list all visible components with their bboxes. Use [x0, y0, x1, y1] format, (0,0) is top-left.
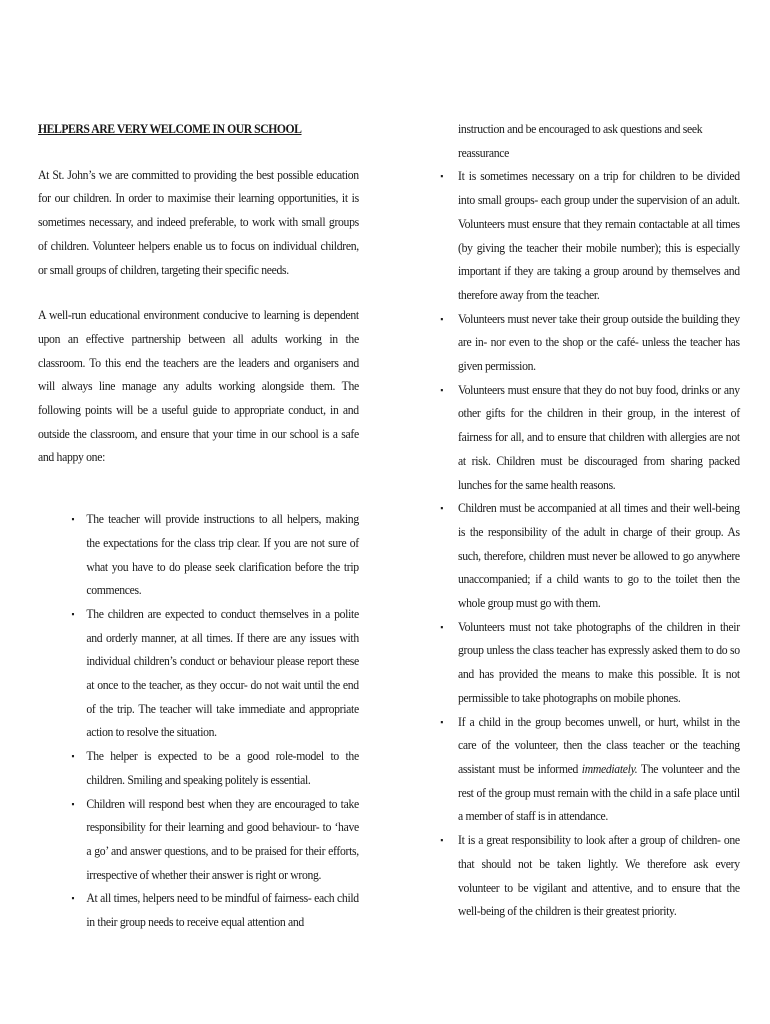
list-item-text-end: The volunteer and the rest of the group must remain with the child in a safe place until a member of staff is in attendance. [458, 761, 740, 824]
bullet-icon: ▪ [440, 313, 443, 324]
list-item [440, 616, 740, 711]
bullet-icon: ▪ [440, 621, 443, 632]
bullet-icon: ▪ [71, 798, 75, 809]
list-item-text: Volunteers must not take photographs of the children in their group unless the class teacher has expressly asked them to do so and has provided the means to make this possible. It is not permissible to take photographs on mobile phones. [458, 619, 740, 705]
document-title: HELPERS ARE VERY WELCOME IN OUR SCHOOL [38, 122, 302, 136]
bullet-icon: ▪ [440, 384, 443, 395]
guidelines-list-left [38, 508, 359, 935]
list-item [71, 508, 359, 603]
list-item-text: It is a great responsibility to look after a group of children- one that should not be taken lightly. We therefore ask every volunteer to be vigilant and attentive, and to ensure that the well-being of the children is their greatest priority. [458, 833, 740, 919]
list-item [440, 308, 740, 379]
left-column [38, 118, 359, 935]
list-item-text: It is sometimes necessary on a trip for children to be divided into small groups- each group under the supervision of an adult. Volunteers must ensure that they remain contactable at all times (by giving the teacher their mobile number); this is especially important if they are taking a group around by themselves and therefore away from the teacher. [458, 169, 740, 302]
list-item-continuation: instruction and be encouraged to ask questions and seek reassurance [458, 122, 703, 160]
list-item [440, 165, 740, 307]
bullet-icon: ▪ [71, 608, 75, 619]
list-item-text: At all times, helpers need to be mindful of fairness- each child in their group needs to receive equal attention and [86, 891, 359, 930]
list-item-text: The children are expected to conduct themselves in a polite and orderly manner, at all times. If there are any issues with individual children’s conduct or behaviour please report these at once to the teacher, as they occur- do not wait until the end of the trip. The teacher will take immediate and appropriate action to resolve the situation. [86, 606, 359, 740]
list-item-text: The helper is expected to be a good role-model to the children. Smiling and speaking politely is essential. [86, 749, 359, 787]
right-column [440, 118, 740, 924]
list-item [71, 603, 359, 745]
list-item-text: Children must be accompanied at all times and their well-being is the responsibility of the adult in charge of their group. As such, therefore, children must never be allowed to go anywhere unaccompanied; if a child wants to go to the toilet then the whole group must go with them. [458, 501, 740, 611]
list-item [440, 711, 740, 830]
list-item-text-start: If a child in the group becomes unwell, or hurt, whilst in the care of the volunteer, then the class teacher or the teaching assistant must be informed [458, 714, 740, 776]
bullet-icon: ▪ [440, 835, 443, 846]
bullet-icon: ▪ [71, 514, 75, 525]
list-item-text: Children will respond best when they are encouraged to take responsibility for their learning and good behaviour- to ‘have a go’ and answer questions, and to be praised for their efforts, irrespective of whether their answer is right or wrong. [86, 796, 359, 882]
bullet-icon: ▪ [440, 171, 443, 182]
list-item [440, 379, 740, 498]
list-item [440, 829, 740, 924]
guidelines-list-right [440, 165, 740, 924]
bullet-icon: ▪ [71, 893, 75, 904]
list-item-text: The teacher will provide instructions to all helpers, making the expectations for the class trip clear. If you are not sure of what you have to do please seek clarification before the trip commences. [86, 512, 359, 598]
bullet-icon: ▪ [71, 751, 75, 762]
bullet-icon: ▪ [440, 503, 443, 514]
second-paragraph: A well-run educational environment conducive to learning is dependent upon an effective partnership between all adults working in the classroom. To this end the teachers are the leaders and organisers and will always line manage any adults working alongside them. The following points will be a useful guide to appropriate conduct, in and outside the classroom, and ensure that your time in our school is a safe and happy one: [38, 308, 359, 465]
emphasis-text: immediately. [581, 761, 638, 776]
intro-paragraph: At St. John’s we are committed to providing the best possible education for our children. In order to maximise their learning opportunities, it is sometimes necessary, and indeed preferable, to work with small groups of children. Volunteer helpers enable us to focus on individual children, or small groups of children, targeting their specific needs. [38, 167, 359, 277]
list-item [71, 887, 359, 934]
list-item [440, 497, 740, 616]
list-item [71, 793, 359, 888]
bullet-icon: ▪ [440, 716, 443, 727]
list-item-text: Volunteers must never take their group outside the building they are in- nor even to the shop or the café- unless the teacher has given permission. [458, 311, 740, 374]
list-item-text: Volunteers must ensure that they do not buy food, drinks or any other gifts for the children in their group, in the interest of fairness for all, and to ensure that children with allergies are not at risk. Children must be discouraged from sharing packed lunches for the same health reasons. [458, 382, 740, 492]
list-item [71, 745, 359, 792]
